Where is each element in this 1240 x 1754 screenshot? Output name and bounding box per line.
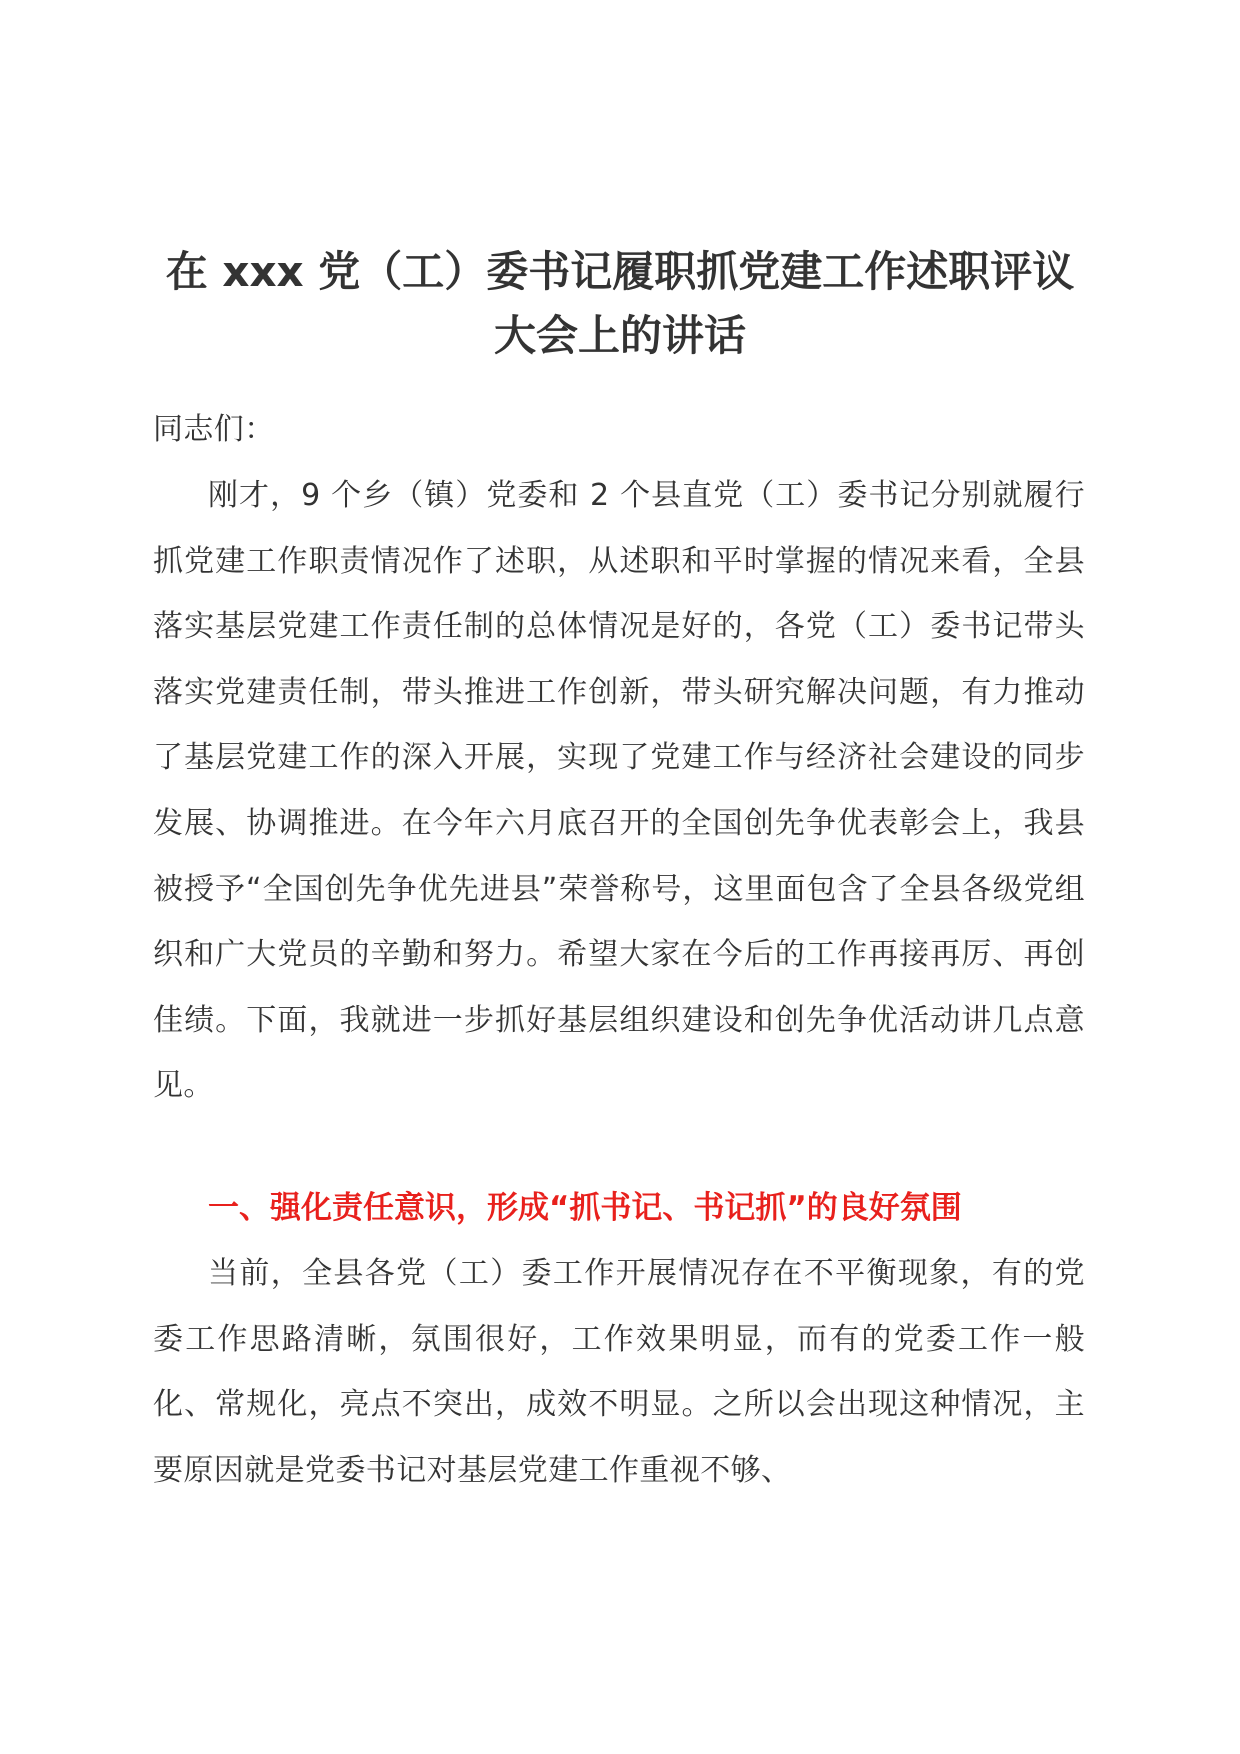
body-paragraph-2: 当前，全县各党（工）委工作开展情况存在不平衡现象，有的党委工作思路清晰，氛围很好，工作效果明显，而有的党委工作一般化、常规化，亮点不突出，成效不明显。之所以会出现这种情况，主要原因就是党委书记对基层党建工作重视不够、 [153,1256,1085,1488]
document-title: 在 xxx 党（工）委书记履职抓党建工作述职评议大会上的讲话 [165,247,1075,360]
greeting: 同志们： [153,412,275,447]
section-heading-1: 一、强化责任意识，形成“抓书记、书记抓”的良好氛围 [208,1190,962,1226]
body-paragraph-1: 刚才，9 个乡（镇）党委和 2 个县直党（工）委书记分别就履行抓党建工作职责情况作了述职，从述职和平时掌握的情况来看，全县落实基层党建工作责任制的总体情况是好的，各党（工）委书记带头落实党建责任制，带头推进工作创新，带头研究解决问题，有力推动了基层党建工作的深入开展，实现了党建工作与经济社会建设的同步发展、协调推进。在今年六月底召开的全国创先争优表彰会上，我县被授予“全国创先争优先进县”荣誉称号，这里面包含了全县各级党组织和广大党员的辛勤和努力。希望大家在今后的工作再接再厉、再创佳绩。下面，我就进一步抓好基层组织建设和创先争优活动讲几点意见。 [153,478,1085,1104]
